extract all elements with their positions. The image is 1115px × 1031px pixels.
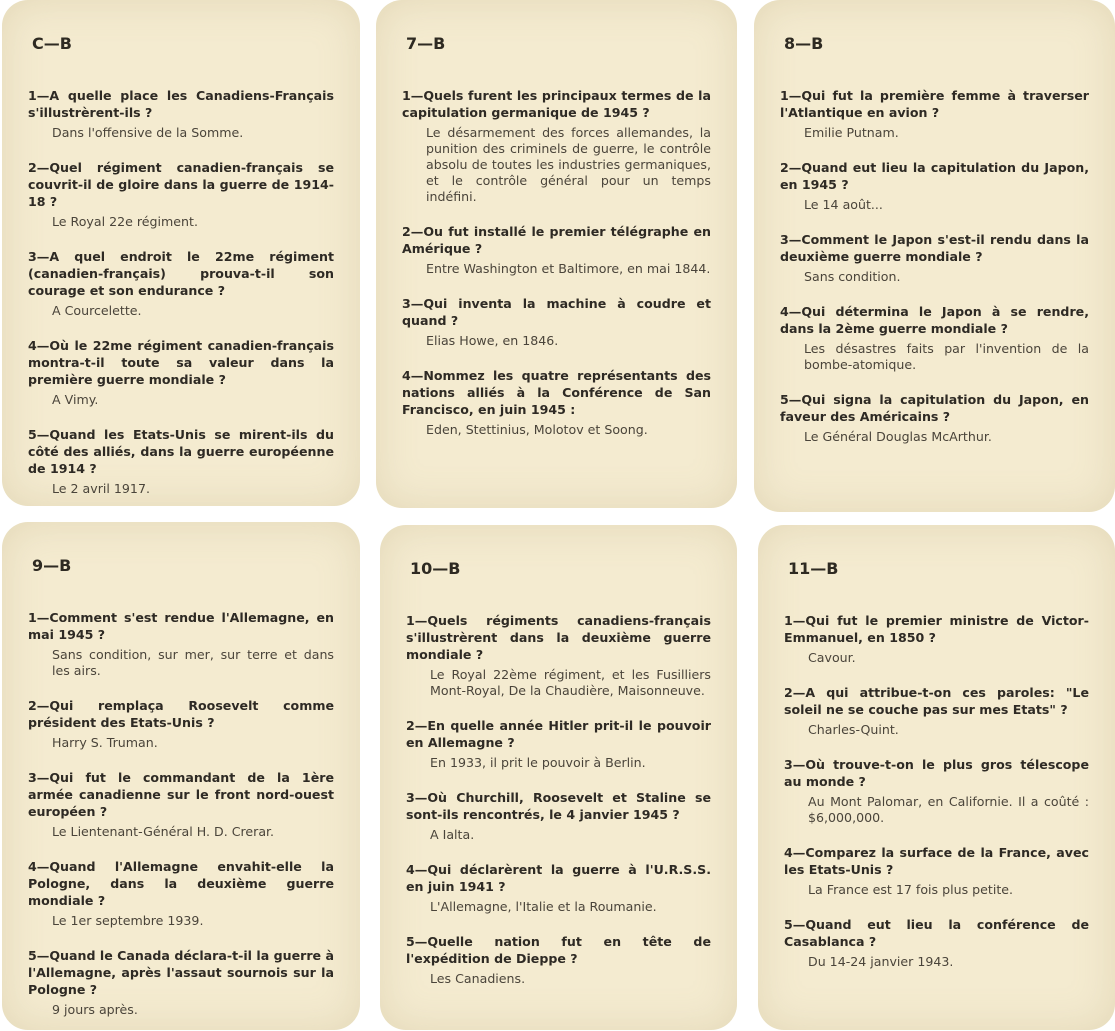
answer-text: Entre Washington et Baltimore, en mai 1844. <box>426 261 711 276</box>
quiz-item <box>28 426 334 497</box>
quiz-item <box>784 844 1089 898</box>
answer-text: Du 14-24 janvier 1943. <box>808 954 954 969</box>
question-text: 3—A quel endroit le 22me régiment (canadien-français) prouva-t-il son courage et son endurance ? <box>28 249 334 298</box>
quiz-item <box>402 87 711 205</box>
answer-text: A Vimy. <box>52 392 99 407</box>
card-number: 10—B <box>410 559 461 578</box>
answer-text: La France est 17 fois plus petite. <box>808 882 1014 897</box>
quiz-item <box>784 684 1089 738</box>
card-number: 9—B <box>32 556 72 575</box>
answer-text: Elias Howe, en 1846. <box>426 333 559 348</box>
quiz-card-8-b <box>754 0 1115 512</box>
answer-text: Emilie Putnam. <box>804 125 899 140</box>
quiz-card-9-b <box>2 522 360 1030</box>
answer-text: Dans l'offensive de la Somme. <box>52 125 244 140</box>
question-text: 3—Où Churchill, Roosevelt et Staline se sont-ils rencontrés, le 4 janvier 1945 ? <box>406 790 711 822</box>
quiz-item <box>402 223 711 277</box>
answer-text: Le 14 août... <box>804 197 883 212</box>
question-text: 3—Qui fut le commandant de la 1ère armée canadienne sur le front nord-ouest européen ? <box>28 770 334 819</box>
answer-text: Le désarmement des forces allemandes, la punition des criminels de guerre, le contrôle absolu de toutes les industries germaniques, et le contrôle général pour un temps indéfini. <box>426 125 711 204</box>
question-text: 5—Quand le Canada déclara-t-il la guerre à l'Allemagne, après l'assaut sournois sur la Pologne ? <box>28 948 334 997</box>
quiz-item <box>28 337 334 408</box>
answer-text: 9 jours après. <box>52 1002 138 1017</box>
quiz-item <box>780 231 1089 285</box>
question-text: 3—Où trouve-t-on le plus gros télescope au monde ? <box>784 757 1089 789</box>
question-text: 4—Où le 22me régiment canadien-français montra-t-il toute sa valeur dans la première guerre mondiale ? <box>28 338 334 387</box>
answer-text: Cavour. <box>808 650 856 665</box>
question-text: 2—Ou fut installé le premier télégraphe en Amérique ? <box>402 224 711 256</box>
quiz-item <box>402 367 711 438</box>
question-text: 1—A quelle place les Canadiens-Français s'illustrèrent-ils ? <box>28 88 334 120</box>
question-list <box>780 87 1089 445</box>
question-text: 3—Qui inventa la machine à coudre et quand ? <box>402 296 711 328</box>
quiz-item <box>784 756 1089 826</box>
answer-text: Le Royal 22ème régiment, et les Fusilliers Mont-Royal, De la Chaudière, Maisonneuve. <box>430 667 711 698</box>
answer-text: Le Royal 22e régiment. <box>52 214 198 229</box>
quiz-item <box>28 159 334 230</box>
quiz-card-10-b <box>380 525 737 1030</box>
answer-text: L'Allemagne, l'Italie et la Roumanie. <box>430 899 657 914</box>
question-list <box>28 87 334 497</box>
quiz-card-7-b <box>376 0 737 508</box>
quiz-item <box>402 295 711 349</box>
quiz-item <box>28 248 334 319</box>
answer-text: Harry S. Truman. <box>52 735 158 750</box>
card-number: C—B <box>32 34 72 53</box>
answer-text: Charles-Quint. <box>808 722 899 737</box>
quiz-item <box>784 612 1089 666</box>
question-text: 2—A qui attribue-t-on ces paroles: "Le soleil ne se couche pas sur mes Etats" ? <box>784 685 1089 717</box>
quiz-card-11-b <box>758 525 1115 1030</box>
quiz-item <box>28 697 334 751</box>
card-number: 8—B <box>784 34 824 53</box>
quiz-item <box>28 609 334 679</box>
quiz-item <box>406 612 711 699</box>
quiz-item <box>780 303 1089 373</box>
question-text: 1—Quels régiments canadiens-français s'illustrèrent dans la deuxième guerre mondiale ? <box>406 613 711 662</box>
answer-text: A Ialta. <box>430 827 475 842</box>
question-list <box>28 609 334 1018</box>
question-text: 2—En quelle année Hitler prit-il le pouvoir en Allemagne ? <box>406 718 711 750</box>
quiz-item <box>28 769 334 840</box>
question-text: 5—Quand eut lieu la conférence de Casablanca ? <box>784 917 1089 949</box>
question-text: 2—Qui remplaça Roosevelt comme président des Etats-Unis ? <box>28 698 334 730</box>
question-text: 5—Qui signa la capitulation du Japon, en faveur des Américains ? <box>780 392 1089 424</box>
answer-text: Sans condition. <box>804 269 901 284</box>
question-text: 4—Quand l'Allemagne envahit-elle la Pologne, dans la deuxième guerre mondiale ? <box>28 859 334 908</box>
question-text: 4—Comparez la surface de la France, avec les Etats-Unis ? <box>784 845 1089 877</box>
quiz-item <box>406 717 711 771</box>
quiz-item <box>780 159 1089 213</box>
question-text: 1—Qui fut la première femme à traverser l'Atlantique en avion ? <box>780 88 1089 120</box>
quiz-item <box>780 391 1089 445</box>
quiz-card-c-b <box>2 0 360 506</box>
quiz-item <box>28 87 334 141</box>
answer-text: Le Général Douglas McArthur. <box>804 429 992 444</box>
question-text: 1—Quels furent les principaux termes de la capitulation germanique de 1945 ? <box>402 88 711 120</box>
question-text: 3—Comment le Japon s'est-il rendu dans la deuxième guerre mondiale ? <box>780 232 1089 264</box>
question-text: 5—Quand les Etats-Unis se mirent-ils du côté des alliés, dans la guerre européenne de 1914 ? <box>28 427 334 476</box>
quiz-item <box>406 789 711 843</box>
answer-text: Le 1er septembre 1939. <box>52 913 204 928</box>
question-text: 2—Quand eut lieu la capitulation du Japon, en 1945 ? <box>780 160 1089 192</box>
question-text: 2—Quel régiment canadien-français se couvrit-il de gloire dans la guerre de 1914-18 ? <box>28 160 334 209</box>
question-list <box>784 612 1089 970</box>
answer-text: Les Canadiens. <box>430 971 526 986</box>
quiz-item <box>784 916 1089 970</box>
question-text: 4—Qui détermina le Japon à se rendre, dans la 2ème guerre mondiale ? <box>780 304 1089 336</box>
answer-text: A Courcelette. <box>52 303 142 318</box>
quiz-item <box>406 861 711 915</box>
answer-text: Sans condition, sur mer, sur terre et dans les airs. <box>52 647 334 678</box>
card-number: 11—B <box>788 559 839 578</box>
quiz-item <box>28 947 334 1018</box>
quiz-item <box>28 858 334 929</box>
question-text: 4—Qui déclarèrent la guerre à l'U.R.S.S. en juin 1941 ? <box>406 862 711 894</box>
question-text: 5—Quelle nation fut en tête de l'expédition de Dieppe ? <box>406 934 711 966</box>
quiz-item <box>780 87 1089 141</box>
question-text: 4—Nommez les quatre représentants des nations alliés à la Conférence de San Francisco, en juin 1945 : <box>402 368 711 417</box>
answer-text: En 1933, il prit le pouvoir à Berlin. <box>430 755 646 770</box>
question-text: 1—Qui fut le premier ministre de Victor-Emmanuel, en 1850 ? <box>784 613 1089 645</box>
answer-text: Le 2 avril 1917. <box>52 481 150 496</box>
answer-text: Les désastres faits par l'invention de la bombe-atomique. <box>804 341 1089 372</box>
question-list <box>402 87 711 438</box>
quiz-item <box>406 933 711 987</box>
question-text: 1—Comment s'est rendue l'Allemagne, en mai 1945 ? <box>28 610 334 642</box>
answer-text: Le Lientenant-Général H. D. Crerar. <box>52 824 275 839</box>
answer-text: Eden, Stettinius, Molotov et Soong. <box>426 422 648 437</box>
card-number: 7—B <box>406 34 446 53</box>
answer-text: Au Mont Palomar, en Californie. Il a coûté : $6,000,000. <box>808 794 1089 825</box>
question-list <box>406 612 711 987</box>
